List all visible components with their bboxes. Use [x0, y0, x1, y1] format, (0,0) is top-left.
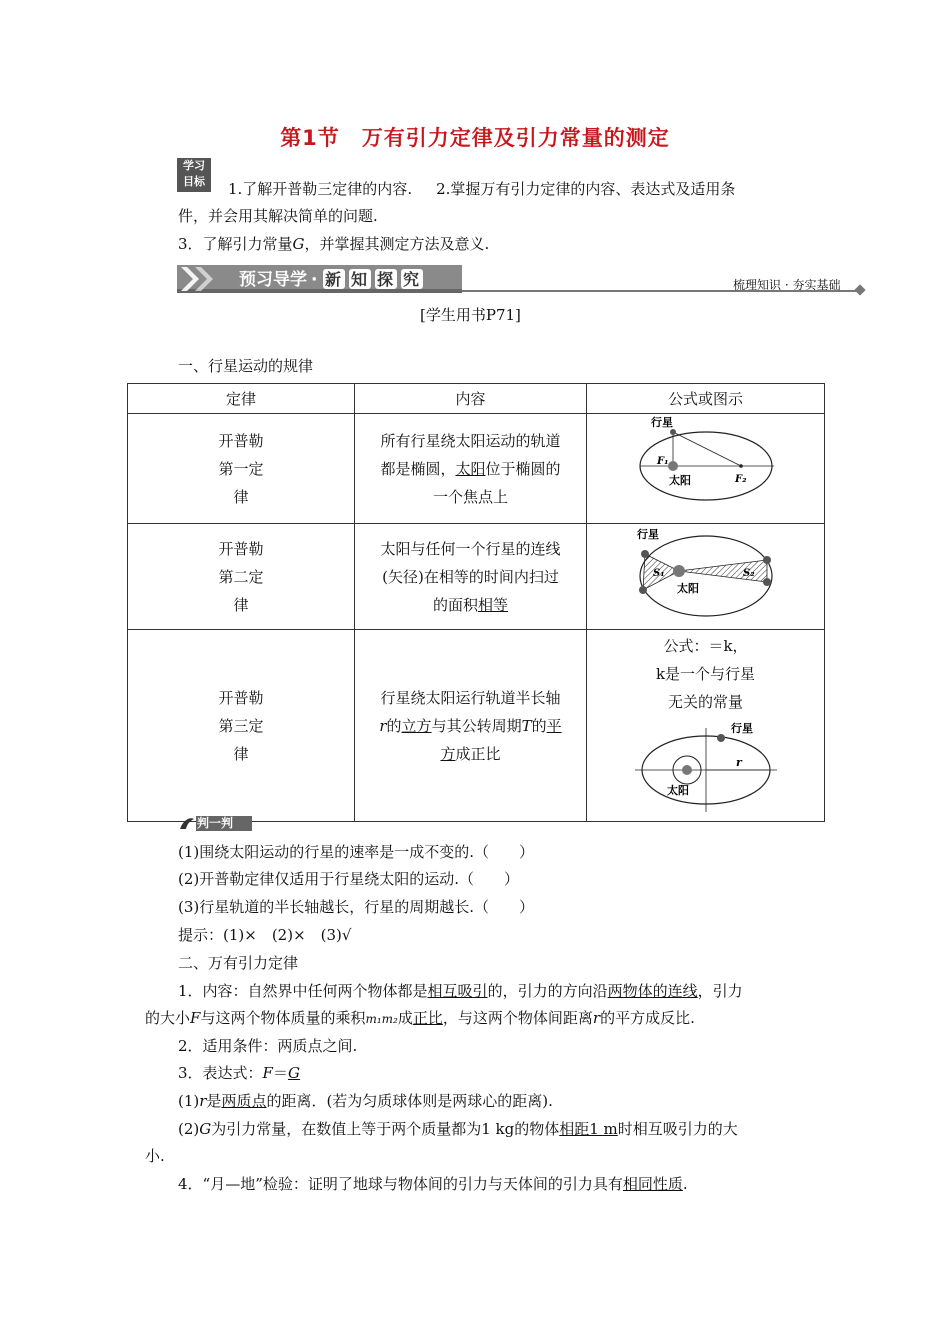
var-m1m2: m₁m₂	[365, 1012, 398, 1026]
blank-answer: 相互吸引	[427, 982, 488, 1000]
law-text: 成	[397, 1009, 413, 1027]
table-row-second-law	[128, 524, 825, 630]
law-text: ，与这两个物体间距离	[442, 1009, 593, 1027]
banner-diamond-icon	[854, 284, 865, 295]
judge-hint: 提示：(1)× (2)× (3)√	[178, 926, 352, 944]
var-r: r	[199, 1092, 207, 1110]
blank-answer: 两质点	[221, 1092, 267, 1110]
law-text: 1．内容：自然界中任何两个物体都是	[178, 982, 428, 1000]
fig-label-planet: 行星	[730, 722, 753, 735]
goal-2b: 件，并会用其解决简单的问题.	[178, 207, 378, 225]
law-text: ＝	[272, 1064, 288, 1082]
third-law-figure	[587, 630, 825, 822]
law-text: ，引力	[697, 982, 743, 1000]
judge-question-3: (3)行星轨道的半长轴越长，行星的周期越长.（ ）	[178, 898, 535, 916]
fig-label-f1: F₁	[656, 456, 668, 467]
law-text: (1)	[178, 1092, 200, 1110]
formula-line: k是一个与行星	[655, 665, 756, 683]
law-text: (2)	[178, 1120, 200, 1138]
table-row-third-law	[128, 630, 825, 822]
blank-answer: 方	[440, 744, 456, 763]
law-name-line: 律	[233, 744, 249, 763]
content-line	[355, 712, 586, 740]
blank-answer: 正比	[412, 1009, 443, 1027]
first-law-name	[128, 414, 355, 524]
table-row-first-law	[128, 414, 825, 524]
goal-line-3	[178, 233, 489, 254]
content-line: 所有行星绕太阳运动的轨道	[380, 431, 561, 450]
law-text: 时相互吸引力的大	[617, 1120, 738, 1138]
law-name-line: 律	[233, 595, 249, 614]
formula-line: 无关的常量	[667, 693, 743, 711]
content-text: 都是椭圆，	[380, 459, 456, 478]
law-paragraph-6	[178, 1173, 688, 1194]
var-g: G	[287, 1064, 300, 1082]
section-2-heading: 二、万有引力定律	[178, 954, 299, 972]
law-text: 的平方成反比.	[600, 1009, 695, 1027]
fig-label-s1: S₁	[652, 568, 665, 579]
content-line	[355, 740, 586, 768]
banner-box2: 知	[351, 270, 368, 289]
goal-line-1	[228, 178, 735, 199]
law-text: 为引力常量，在数值上等于两个质量都为1 kg的物体	[211, 1120, 560, 1138]
table-header-formula: 公式或图示	[587, 384, 825, 414]
judge-label: 判一判	[197, 816, 234, 830]
law-paragraph-5a	[178, 1118, 738, 1139]
ellipse-orbit-figure	[631, 414, 781, 514]
second-law-figure	[587, 524, 825, 630]
goal-1: 1.了解开普勒三定律的内容.	[228, 180, 413, 198]
badge-line1: 学习	[183, 159, 205, 172]
learning-goals-badge	[177, 158, 211, 192]
equal-area-figure	[631, 524, 781, 620]
var-g: G	[199, 1120, 212, 1138]
fig-label-planet: 行星	[650, 416, 673, 429]
blank-answer: 相等	[478, 595, 509, 614]
law-name-line: 开普勒	[218, 688, 264, 707]
var-f: F	[190, 1009, 201, 1027]
var-t: T	[521, 716, 532, 735]
law-name-line: 第一定	[218, 459, 264, 478]
law-text: 3．表达式：	[178, 1064, 263, 1082]
section-1-heading: 一、行星运动的规律	[178, 357, 314, 375]
law-text: 的距离．(若为匀质球体则是两球心的距离).	[266, 1092, 553, 1110]
law-paragraph-4	[178, 1090, 553, 1111]
goal-3b: ，并掌握其测定方法及意义.	[304, 235, 490, 253]
blank-answer: 两物体的连线	[607, 982, 698, 1000]
orbit-radius-figure	[631, 716, 781, 812]
content-text: 的面积	[432, 595, 478, 614]
law-paragraph-2: 2．适用条件：两质点之间.	[178, 1037, 358, 1055]
judge-question-1: (1)围绕太阳运动的行星的速率是一成不变的.（ ）	[178, 843, 535, 861]
blank-answer: 平	[546, 716, 562, 735]
law-name-line: 开普勒	[218, 431, 264, 450]
content-line: 太阳与任何一个行星的连线	[380, 539, 561, 558]
goal-2a: 2.掌握万有引力定律的内容、表达式及适用条	[436, 180, 736, 198]
content-line	[355, 591, 586, 619]
kepler-laws-table	[127, 383, 825, 822]
third-law-content	[355, 630, 587, 822]
content-line	[355, 455, 586, 483]
third-law-name	[128, 630, 355, 822]
judge-question-2: (2)开普勒定律仅适用于行星绕太阳的运动.（ ）	[178, 870, 520, 888]
law-text: 4．“月—地”检验：证明了地球与物体间的引力与天体间的引力具有	[178, 1175, 623, 1193]
content-line: (矢径)在相等的时间内扫过	[382, 567, 559, 586]
blank-answer: 相距1 m	[559, 1120, 618, 1138]
blank-answer: 太阳	[455, 459, 486, 478]
fig-label-sun: 太阳	[668, 474, 691, 487]
content-text: 的	[386, 716, 402, 735]
content-text: 与其公转周期	[431, 716, 522, 735]
first-law-content	[355, 414, 587, 524]
content-text: 的	[531, 716, 547, 735]
section-banner	[177, 265, 462, 293]
table-header-law: 定律	[128, 384, 355, 414]
law-text: 的大小	[145, 1009, 191, 1027]
var-r: r	[379, 716, 387, 735]
law-name-line: 第二定	[218, 567, 264, 586]
formula-line: 公式：＝k，	[663, 637, 748, 655]
law-paragraph-1b	[145, 1007, 695, 1028]
blank-answer: 相同性质	[622, 1175, 683, 1193]
second-law-content	[355, 524, 587, 630]
banner-dot: ·	[311, 270, 318, 290]
goal-3-var: G	[292, 235, 305, 253]
banner-box4: 究	[403, 270, 420, 289]
var-r: r	[592, 1009, 601, 1027]
banner-main: 预习导学	[239, 270, 307, 290]
fig-label-s2: S₂	[742, 568, 755, 579]
law-paragraph-5b: 小.	[145, 1147, 165, 1165]
banner-box1: 新	[325, 270, 342, 289]
badge-line2: 目标	[183, 175, 205, 188]
banner-right: 梳理知识 · 夯实基础	[733, 278, 841, 292]
law-name-line: 第三定	[218, 716, 264, 735]
law-text: 与这两个物体质量的乘积	[200, 1009, 366, 1027]
page-title: 第1节 万有引力定律及引力常量的测定	[280, 126, 670, 150]
blank-answer: 立方	[401, 716, 432, 735]
content-text: 位于椭圆的	[485, 459, 561, 478]
content-line: 一个焦点上	[432, 487, 508, 506]
fig-label-sun: 太阳	[676, 582, 699, 595]
content-text: 成正比	[455, 744, 501, 763]
content-line: 行星绕太阳运行轨道半长轴	[380, 688, 561, 707]
var-f: F	[262, 1064, 273, 1082]
law-name-line: 开普勒	[218, 539, 264, 558]
fig-label-f2: F₂	[734, 474, 746, 485]
fig-label-sun: 太阳	[666, 784, 689, 797]
table-header-content: 内容	[355, 384, 587, 414]
first-law-figure	[587, 414, 825, 524]
table-header-row	[128, 384, 825, 414]
second-law-name	[128, 524, 355, 630]
law-name-line: 律	[233, 487, 249, 506]
fig-label-r: r	[735, 756, 742, 769]
law-paragraph-3	[178, 1062, 300, 1083]
banner-box3: 探	[377, 270, 394, 289]
law-paragraph-1a	[178, 980, 743, 1001]
book-ref: [学生用书P71]	[420, 306, 521, 324]
law-text: 是	[206, 1092, 222, 1110]
goal-3a: 3．了解引力常量	[178, 235, 293, 253]
fig-label-planet: 行星	[636, 528, 659, 541]
law-text: 的，引力的方向沿	[487, 982, 608, 1000]
law-text: .	[682, 1175, 688, 1193]
